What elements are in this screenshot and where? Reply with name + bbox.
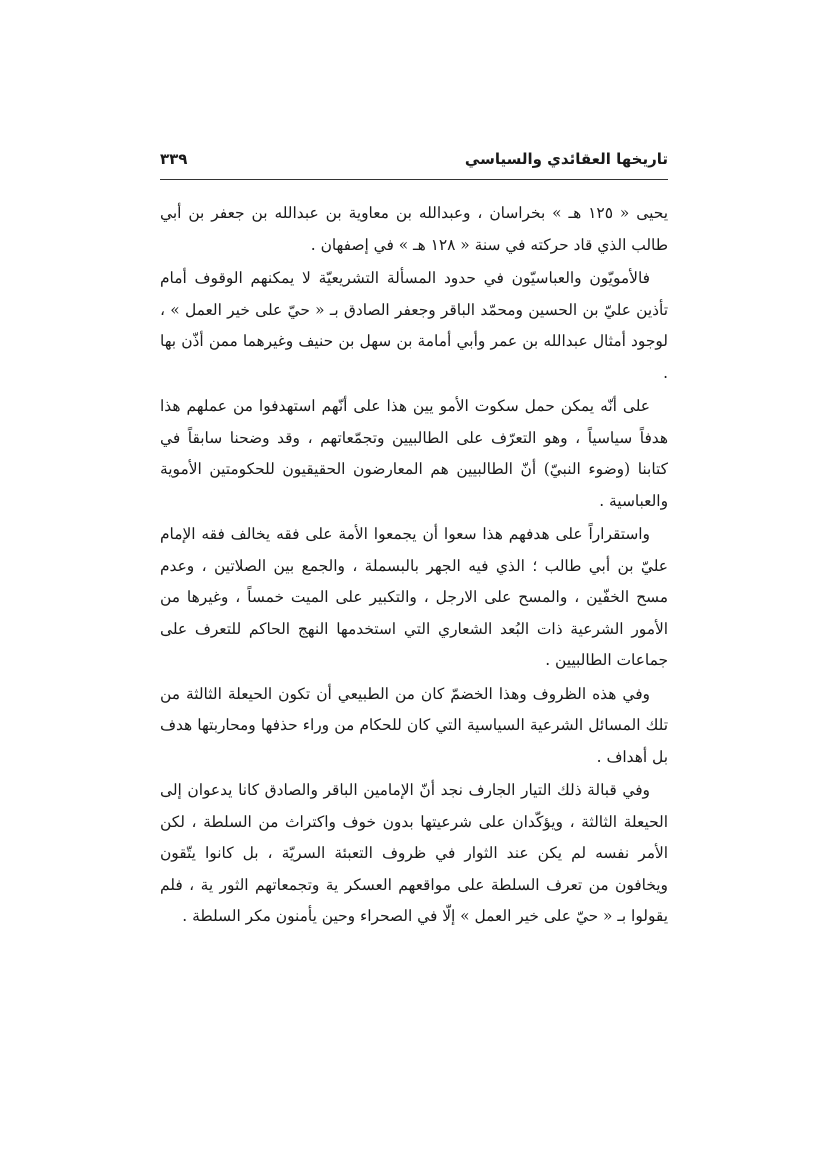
paragraph-5: وفي هذه الظروف وهذا الخضمّ كان من الطبيعي أن تكون الحيعلة الثالثة من تلك المسائل الشرعية السياسية التي كان للحكام من وراء حذفها ومحاربتها هدف بل أهداف . (160, 684, 668, 766)
body-text (160, 198, 668, 935)
paragraph-1: يحيى « ١٢٥ هـ » بخراسان ، وعبدالله بن معاوية بن عبدالله بن جعفر بن أبي طالب الذي قاد حركته في سنة « ١٢٨ هـ » في إصفهان . (160, 204, 668, 254)
header-rule (160, 179, 668, 180)
running-title: تاريخها العقائدي والسياسي (464, 150, 668, 168)
paragraph-6: وفي قبالة ذلك التيار الجارف نجد أنّ الإمامين الباقر والصادق كانا يدعوان إلى الحيعلة الثالثة ، ويؤكّدان على شرعيتها بدون خوف واكتراث من السلطة ، لكن الأمر نفسه لم يكن عند الثوار في ظروف التعبئة السريّة ، بل كانوا يتّقون ويخافون من تعرف السلطة على مواقعهم العسكر ية وتجمعاتهم الثور ية ، فلم يقولوا بـ « حيّ على خير العمل » إلّا في الصحراء وحين يأمنون مكر السلطة . (160, 781, 668, 925)
paragraph-2: فالأمويّون والعباسيّون في حدود المسألة التشريعيّة لا يمكنهم الوقوف أمام تأذين عليّ بن الحسين ومحمّد الباقر وجعفر الصادق بـ « حيّ على خير العمل » ، لوجود أمثال عبدالله بن عمر وأبي أمامة بن سهل بن حنيف وغيرهما ممن أذّن بها . (160, 269, 668, 382)
paragraph-4: واستقراراً على هدفهم هذا سعوا أن يجمعوا الأمة على فقه يخالف فقه الإمام عليّ بن أبي طالب ؛ الذي فيه الجهر بالبسملة ، والجمع بين الصلاتين ، وعدم مسح الخفّين ، والمسح على الارجل ، والتكبير على الميت خمساً ، وغيرها من الأمور الشرعية ذات البُعد الشعاري التي استخدمها النهج الحاكم للتعرف على جماعات الطالبيين . (160, 525, 668, 669)
running-header (160, 146, 668, 180)
paragraph-3: على أنّه يمكن حمل سكوت الأمو يين هذا على أنّهم استهدفوا من عملهم هذا هدفاً سياسياً ، وهو التعرّف على الطالبيين وتجمّعاتهم ، وقد وضحنا سابقاً في كتابنا (وضوء النبيّ) أنّ الطالبيين هم المعارضون الحقيقيون للحكومتين الأموية والعباسية . (160, 397, 668, 510)
page-number: ٣٣٩ (160, 150, 188, 168)
